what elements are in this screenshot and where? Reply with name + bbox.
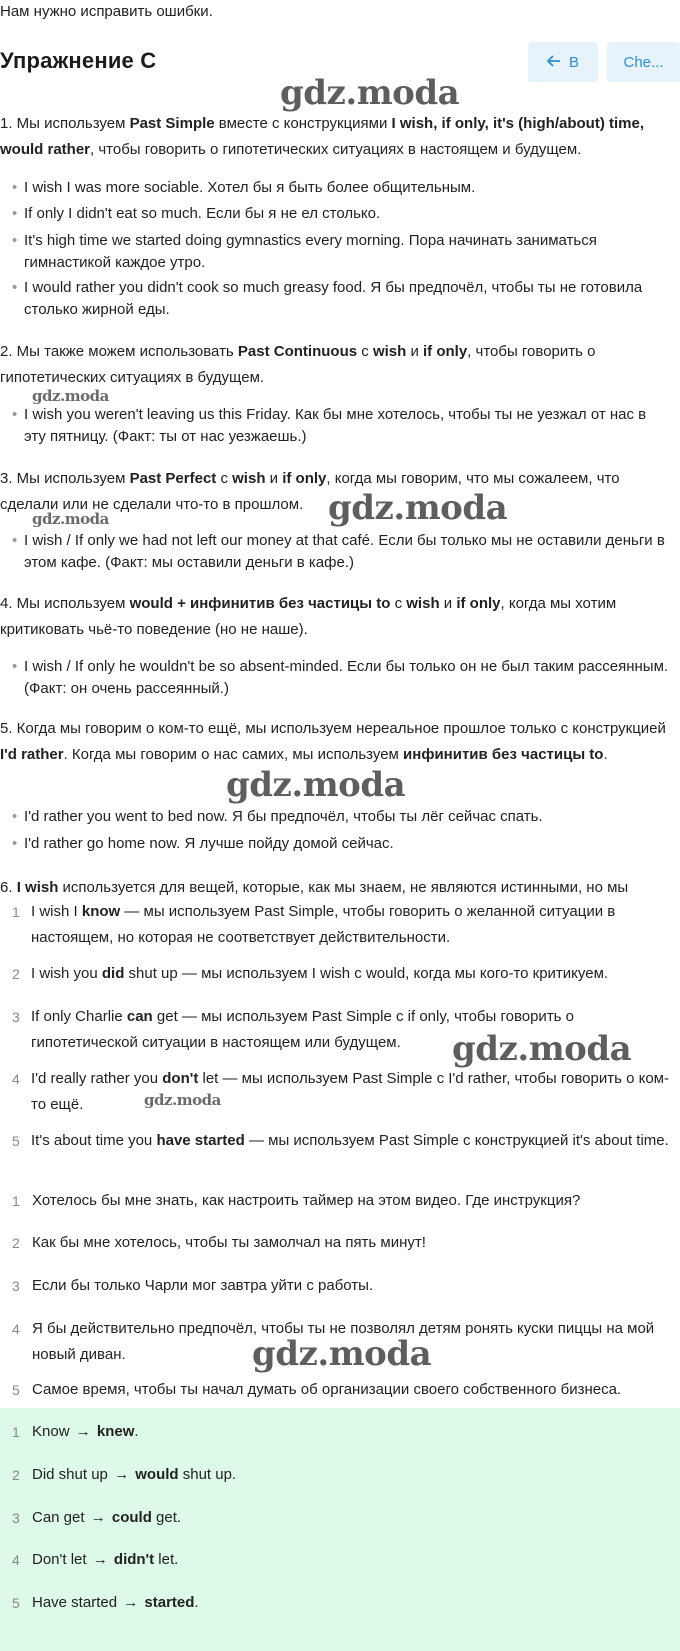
watermark: gdz.moda — [226, 765, 406, 805]
next-exercise-button[interactable] — [607, 42, 680, 82]
rule-2: 2. Мы также можем использовать Past Continuous с wish и if only, чтобы говорить о гипотетических ситуациях в будущем. — [0, 343, 596, 386]
arrow-right-icon: → — [123, 1594, 139, 1611]
watermark: gdz.moda — [32, 387, 109, 405]
watermark: gdz.moda — [452, 1029, 632, 1069]
rule-5: 5. Когда мы говорим о ком-то ещё, мы используем нереальное прошлое только с конструкцией I'd rather. Когда мы говорим о нас самих, мы используем инфинитив без частицы to. — [0, 720, 666, 763]
rule-4: 4. Мы используем would + инфинитив без частицы to с wish и if only, когда мы хотим критиковать чьё-то поведение (но не наше). — [0, 595, 617, 638]
answers-panel: 1 Know → knew. 2 Did shut up → would shut up. 3 Can get → could get. 4 Don't let → didn't let. 5 Have started → started. — [0, 1408, 680, 1651]
arrow-left-icon — [547, 54, 561, 71]
watermark: gdz.moda — [280, 73, 460, 113]
page-title: Упражнение C — [0, 48, 157, 73]
arrow-right-icon: → — [114, 1466, 130, 1483]
watermark: gdz.moda — [32, 510, 109, 528]
arrow-right-icon: → — [90, 1509, 106, 1526]
arrow-right-icon: → — [92, 1551, 108, 1568]
watermark: gdz.moda — [144, 1091, 221, 1109]
rule-1: 1. Мы используем Past Simple вместе с конструкциями I wish, if only, it's (high/about) time, would rather, чтобы говорить о гипотетических ситуациях в настоящем и будущем. — [0, 115, 644, 158]
prev-exercise-button[interactable] — [528, 42, 598, 82]
watermark: gdz.moda — [328, 488, 508, 528]
next-exercise-label: Che... — [623, 53, 664, 71]
rule-6: 6. I wish используется для вещей, которые, как мы знаем, не являются истинными, но мы — [0, 879, 629, 896]
intro-text: Нам нужно исправить ошибки. — [0, 3, 213, 20]
watermark: gdz.moda — [252, 1334, 432, 1374]
rule-3: 3. Мы используем Past Perfect с wish и if only, когда мы говорим, что мы сожалеем, что сделали или не сделали что-то в прошлом. — [0, 470, 620, 513]
arrow-right-icon: → — [75, 1423, 91, 1440]
prev-exercise-label: B — [568, 53, 579, 71]
